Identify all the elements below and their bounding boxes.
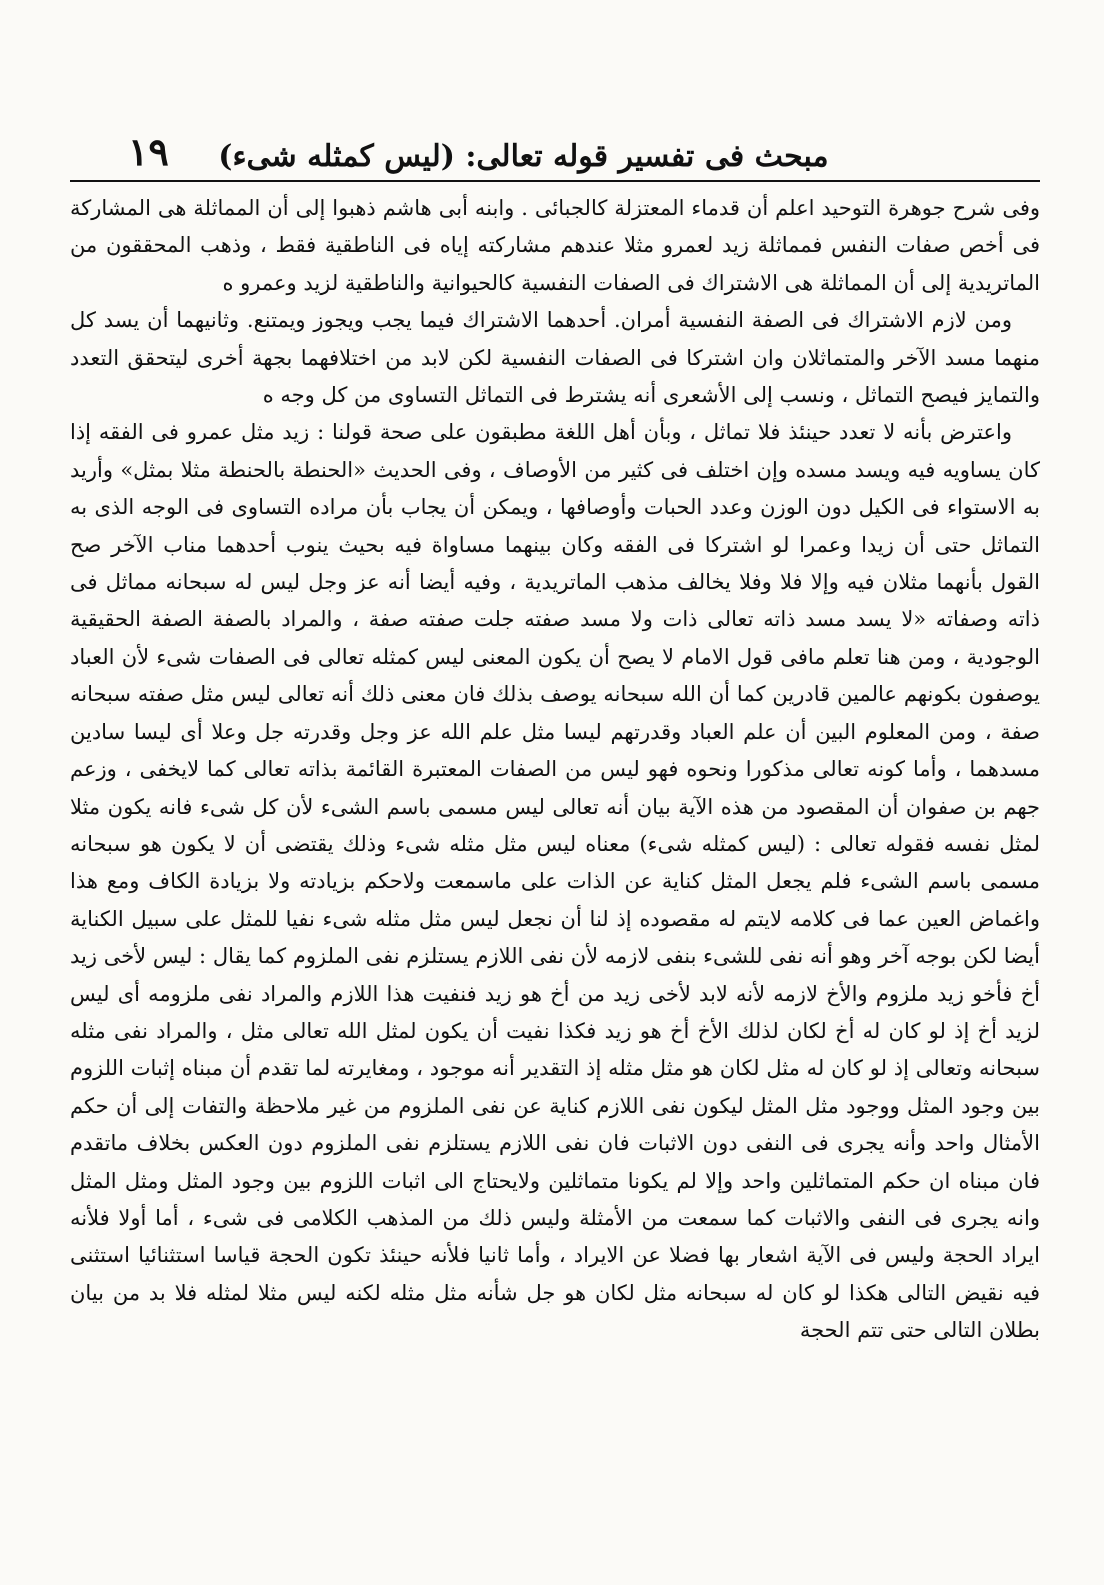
paragraph-1: وفى شرح جوهرة التوحيد اعلم أن قدماء المعتزلة كالجبائى . وابنه أبى هاشم ذهبوا إلى أن المماثلة هى المشاركة فى أخص صفات النفس فمماثلة زيد لعمرو مثلا عندهم مشاركته إياه فى الناطقية فقط ، وذهب المحققون من الماتريدية إلى أن المماثلة هى الاشتراك فى الصفات النفسية كالحيوانية والناطقية لزيد وعمرو ه [70, 196, 1041, 295]
body-text [70, 190, 1040, 1350]
header-rule [70, 180, 1040, 182]
paragraph-2: ومن لازم الاشتراك فى الصفة النفسية أمران. أحدهما الاشتراك فيما يجب ويجوز ويمتنع. وثانيهما أن يسد كل منهما مسد الآخر والمتماثلان وان اشتركا فى الصفات النفسية لكن لابد من اختلافهما بجهة أخرى ليتحقق التعدد والتمايز فيصح التماثل ، ونسب إلى الأشعرى أنه يشترط فى التماثل التساوى من كل وجه ه [70, 308, 1040, 408]
paragraph-3: واعترض بأنه لا تعدد حينئذ فلا تماثل ، وبأن أهل اللغة مطبقون على صحة قولنا : زيد مثل عمرو فى الفقه إذا كان يساويه فيه ويسد مسده وإن اختلف فى كثير من الأوصاف ، وفى الحديث «الحنطة بالحنطة مثلا بمثل» وأريد به الاستواء فى الكيل دون الوزن وعدد الحبات وأوصافها ، ويمكن أن يجاب بأن مراده التساوى فى الوجه الذى به التماثل حتى أن زيدا وعمرا لو اشتركا فى الفقه وكان بينهما مساواة فيه بحيث ينوب أحدهما مناب الآخر صح القول بأنهما مثلان فيه وإلا فلا وفلا يخالف مذهب الماتريدية ، وفيه أيضا أنه عز وجل ليس له سبحانه مماثل فى ذاته وصفاته «لا يسد مسد ذاته تعالى ذات ولا مسد صفته جلت صفته صفة ، والمراد بالصفة الصفة الحقيقية الوجودية ، ومن هنا تعلم مافى قول الامام لا يصح أن يكون المعنى ليس كمثله تعالى فى الصفات شىء لأن العباد يوصفون بكونهم عالمين قادرين كما أن الله سبحانه يوصف بذلك فان معنى ذلك أنه تعالى ليس مثل صفته سبحانه صفة ، ومن المعلوم البين أن علم العباد وقدرتهم ليسا مثل علم الله عز وجل وقدرته جل وعلا أى ليسا سادين مسدهما ، وأما كونه تعالى مذكورا ونحوه فهو ليس من الصفات المعتبرة القائمة بذاته تعالى كما لايخفى ، وزعم جهم بن صفوان أن المقصود من هذه الآية بيان أنه تعالى ليس مسمى باسم الشىء لأن كل شىء فانه يكون مثلا لمثل نفسه فقوله تعالى : (ليس كمثله شىء) معناه ليس مثل مثله شىء وذلك يقتضى أن لا يكون هو سبحانه مسمى باسم الشىء فلم يجعل المثل كناية عن الذات على ماسمعت ولاحكم بزيادته ولا بزيادة الكاف ومع هذا واغماض العين عما فى كلامه لايتم له مقصوده إذ لنا أن نجعل ليس مثل مثله شىء نفيا للمثل على سبيل الكناية أيضا لكن بوجه آخر وهو أنه نفى للشىء بنفى لازمه لأن نفى اللازم يستلزم نفى الملزوم كما يقال : ليس لأخى زيد أخ فأخو زيد ملزوم والأخ لازمه لأنه لابد لأخى زيد من أخ هو زيد فنفيت هذا اللازم والمراد نفى ملزومه أى ليس لزيد أخ إذ لو كان له أخ لكان لذلك الأخ أخ هو زيد فكذا نفيت أن يكون لمثل الله تعالى مثل ، والمراد نفى مثله سبحانه وتعالى إذ لو كان له مثل لكان هو مثل مثله إذ التقدير أنه موجود ، ومغايرته لما تقدم أن مبناه إثبات اللزوم بين وجود المثل ووجود مثل المثل ليكون نفى اللازم كناية عن نفى الملزوم من غير ملاحظة والتفات إلى أن حكم الأمثال واحد وأنه يجرى فى النفى دون الاثبات فان نفى اللازم يستلزم نفى الملزوم دون العكس بخلاف ماتقدم فان مبناه ان حكم المتماثلين واحد وإلا لم يكونا متماثلين ولايحتاج الى اثبات اللزوم بين وجود المثل ومثل المثل وانه يجرى فى النفى والاثبات كما سمعت من الأمثلة وليس ذلك من المذهب الكلامى فى شىء ، أما أولا فلأنه ايراد الحجة وليس فى الآية اشعار بها فضلا عن الايراد ، وأما ثانيا فلأنه حينئذ تكون الحجة قياسا استثنائيا استثنى فيه نقيض التالى هكذا لو كان له سبحانه مثل لكان هو جل شأنه مثل مثله لكنه ليس مثلا لمثله فلا بد من بيان بطلان التالى حتى تتم الحجة [70, 420, 1040, 1343]
running-title: مبحث فى تفسير قوله تعالى: (ليس كمثله شىء) [218, 139, 829, 174]
page-number: ١٩ [128, 129, 169, 174]
page-header [70, 118, 1040, 178]
